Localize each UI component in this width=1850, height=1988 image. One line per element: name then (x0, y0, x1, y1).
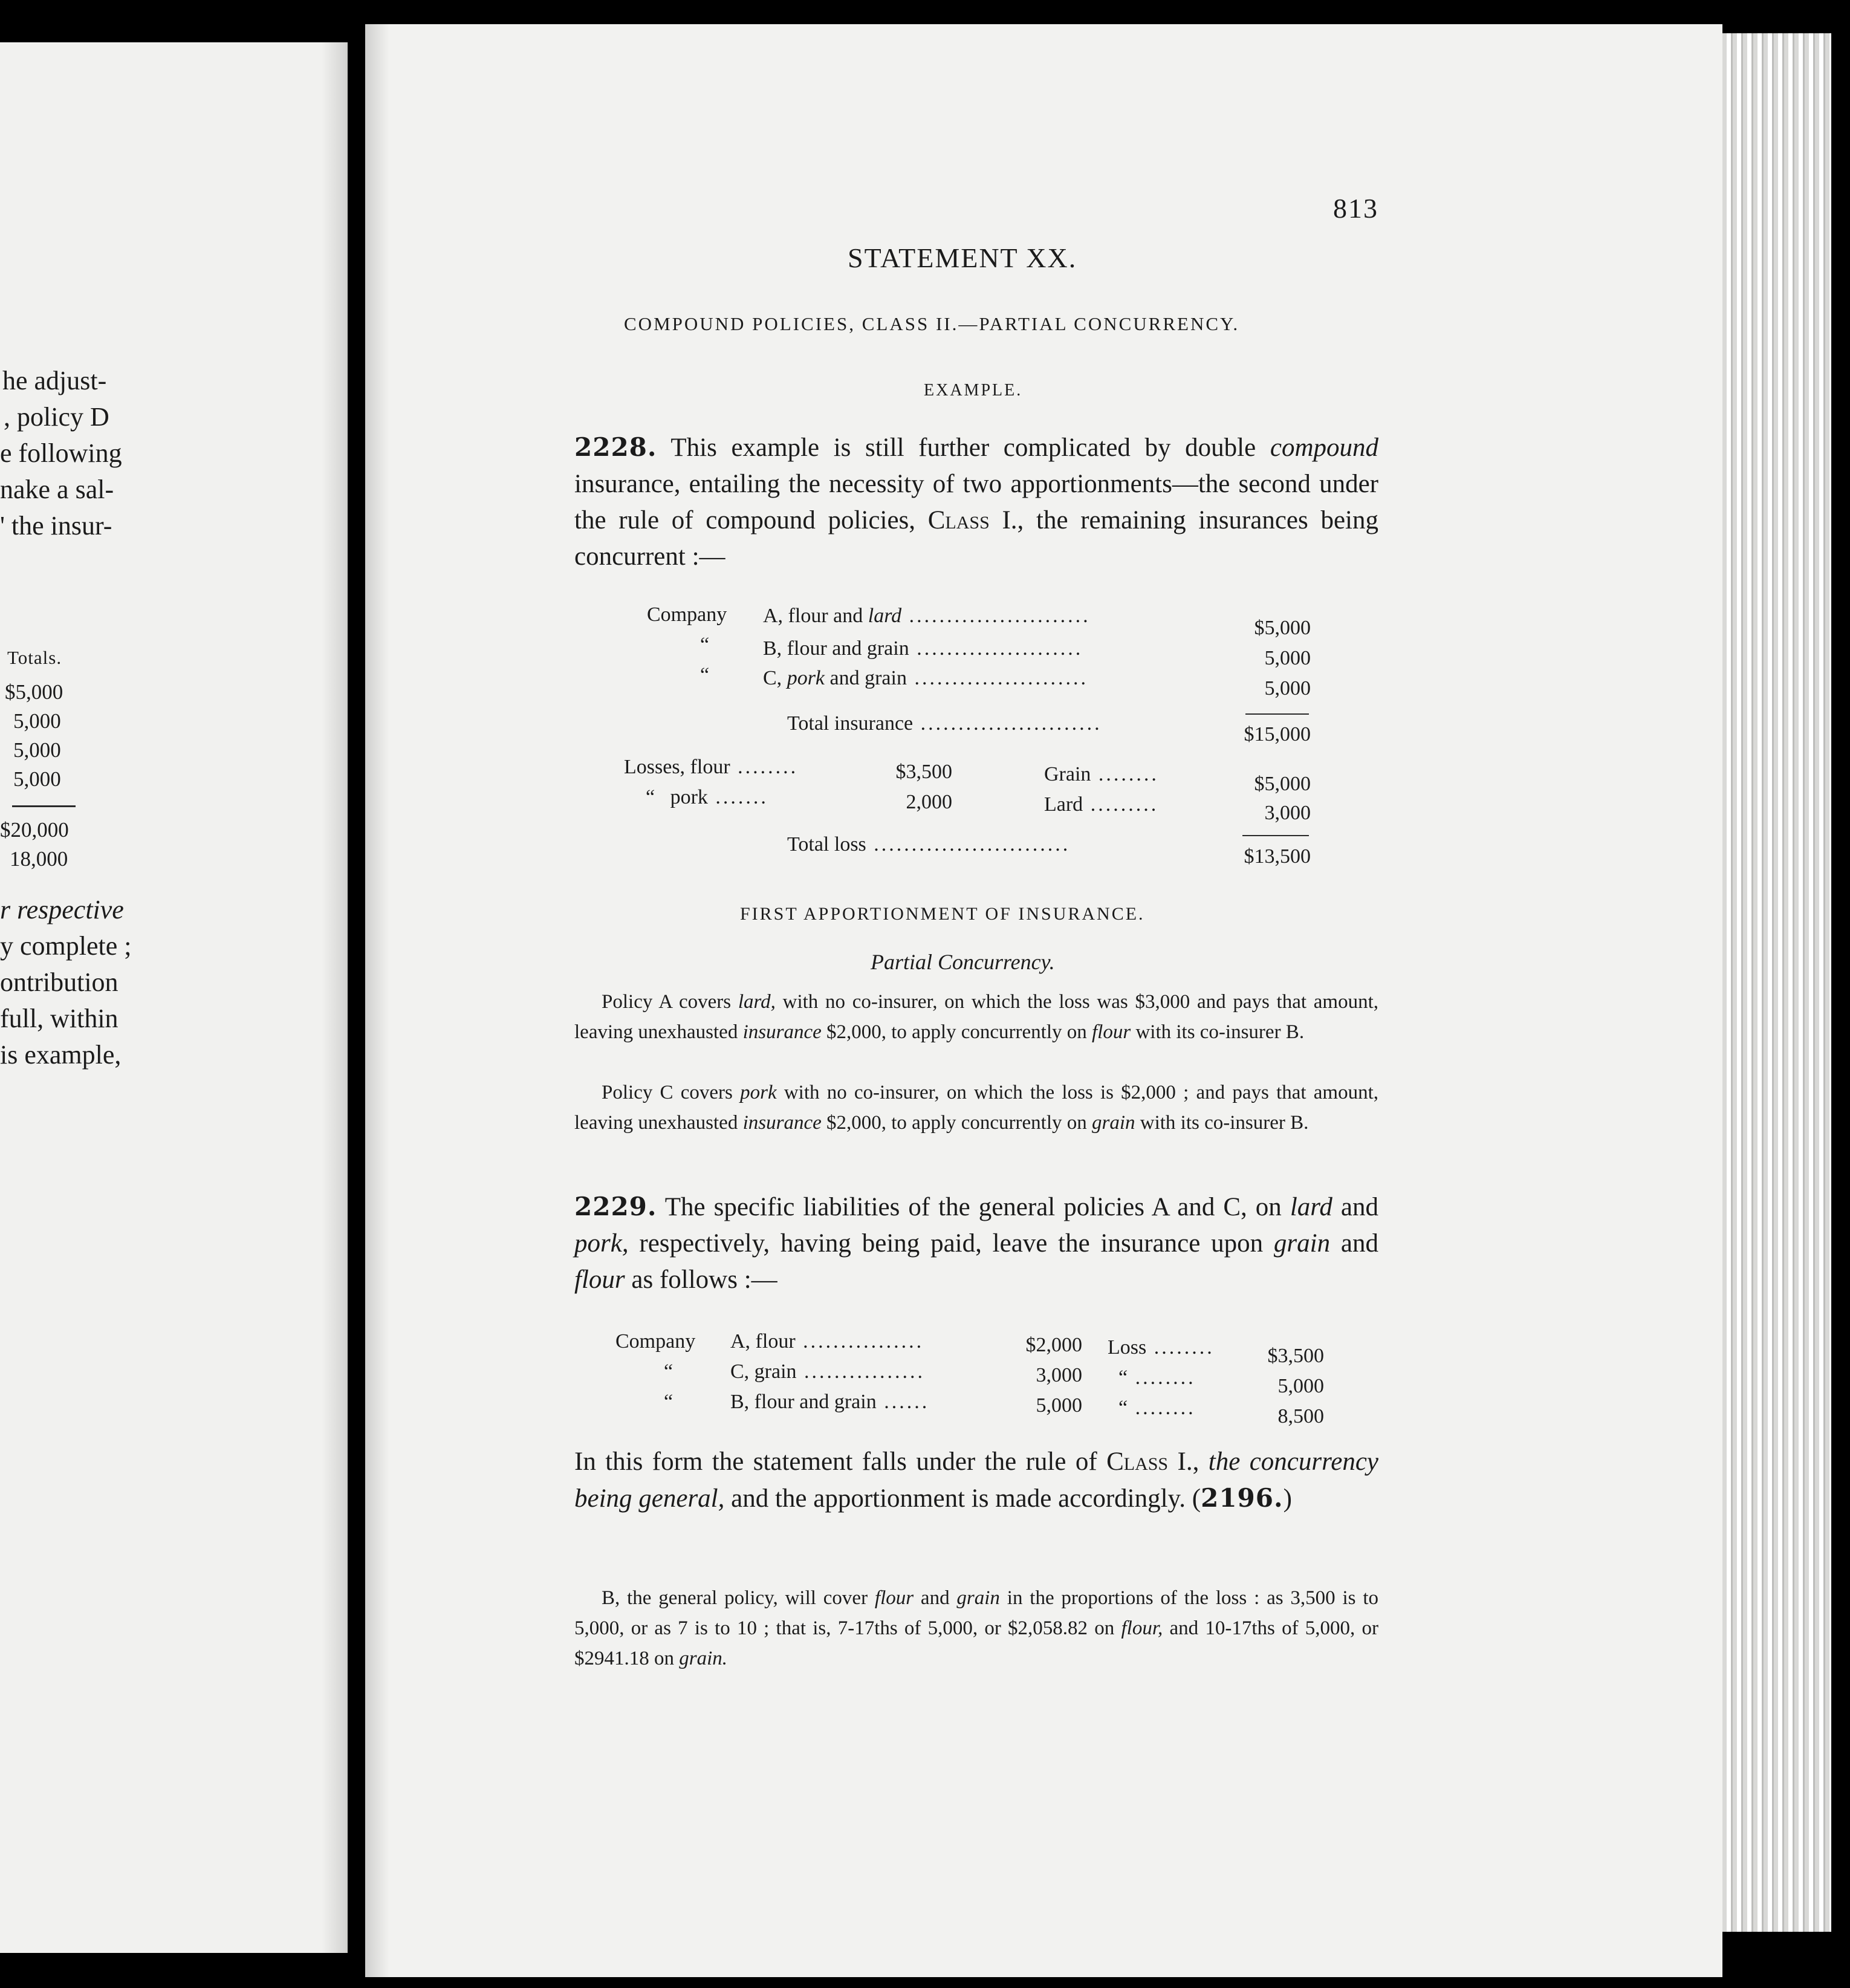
left-text-line: y complete ; (0, 931, 132, 961)
loss-row-value: 3,000 (1264, 802, 1311, 824)
loss-row-label: Losses, flour ........ (624, 756, 799, 778)
totals-value: $5,000 (5, 680, 63, 704)
ditto-mark: “ (700, 634, 710, 656)
total-insurance-label: Total insurance ........................ (787, 712, 1102, 735)
totals-sum: $20,000 (0, 818, 69, 842)
page-edges (1722, 33, 1831, 1932)
insurance-row-label: A, flour and lard ........................ (763, 605, 1091, 627)
remaining-loss-label: “ ........ (1118, 1397, 1196, 1419)
insurance-total-rule (1245, 713, 1309, 715)
totals-value: 5,000 (13, 767, 61, 791)
insurance-row-value: $5,000 (1254, 617, 1311, 639)
loss-row-value: $3,500 (895, 761, 952, 783)
loss-row-label: Grain ........ (1044, 763, 1159, 785)
loss-row-label: Lard ......... (1044, 793, 1159, 816)
totals-value: 5,000 (13, 709, 61, 733)
total-insurance-value: $15,000 (1244, 723, 1311, 746)
left-page (0, 42, 348, 1953)
insurance-row-value: 5,000 (1264, 647, 1311, 669)
left-text-line: is example, (0, 1040, 122, 1070)
insurance-row-value: 5,000 (1264, 677, 1311, 700)
totals-value: 5,000 (13, 738, 61, 762)
insurance-row-label: B, flour and grain ...................... (763, 637, 1083, 660)
left-text-line: full, within (0, 1004, 118, 1033)
total-loss-value: $13,500 (1244, 845, 1311, 868)
paragraph-2228: 2228. This example is still further complicated by double compound insurance, entailing the necessity of two apportionments—the second under the rule of compound policies, Class I., the remaining insurances being concurrent :— (574, 432, 1378, 571)
left-text-line: r respective (0, 895, 124, 924)
statement-title: STATEMENT XX. (848, 242, 1077, 273)
loss-row-value: 2,000 (906, 791, 952, 813)
remaining-loss-value: $3,500 (1267, 1345, 1324, 1367)
total-loss-label: Total loss .......................... (787, 833, 1071, 856)
remaining-row-label: A, flour ................ (730, 1330, 924, 1353)
section-number: 2228. (574, 432, 657, 462)
ditto-mark: “ (664, 1391, 673, 1413)
totals-loss: 18,000 (10, 847, 68, 871)
remaining-row-label: B, flour and grain ...... (730, 1391, 930, 1413)
left-gutter-shadow (322, 42, 346, 1953)
remaining-row-label: C, grain ................ (730, 1360, 926, 1383)
left-text-line: he adjust- (2, 366, 107, 395)
page-number: 813 (1333, 193, 1378, 224)
loss-row-value: $5,000 (1254, 773, 1311, 795)
partial-concurrency-heading: Partial Concurrency. (871, 950, 1055, 974)
paragraph-2229: 2229. The specific liabilities of the general policies A and C, on lard and pork, respectively, having being paid, leave the insurance upon grain and flour as follows :— (574, 1192, 1379, 1294)
section-number: 2229. (574, 1192, 657, 1221)
remaining-loss-value: 5,000 (1277, 1375, 1324, 1397)
section-subtitle: COMPOUND POLICIES, CLASS II.—PARTIAL CONCURRENCY. (624, 313, 1240, 334)
remaining-loss-label: “ ........ (1118, 1366, 1196, 1389)
example-label: EXAMPLE. (924, 381, 1023, 400)
company-label: Company (647, 603, 727, 626)
left-text-line: nake a sal- (0, 475, 114, 504)
remaining-loss-label: Loss ........ (1108, 1336, 1215, 1359)
loss-row-label: “ pork ....... (646, 786, 768, 808)
note-policy-a: Policy A covers lard, with no co-insurer, on which the loss was $3,000 and pays that amount, leaving unexhausted insurance $2,000, to apply concurrently on flour with its co-insurer B. (574, 991, 1378, 1043)
loss-total-rule (1242, 835, 1309, 836)
left-text-line: , policy D (4, 402, 109, 432)
first-apportionment-heading: FIRST APPORTIONMENT OF INSURANCE. (740, 904, 1145, 924)
right-gutter-shadow (365, 24, 389, 1977)
remaining-row-value: 5,000 (1036, 1394, 1082, 1417)
paragraph-class-one: In this form the statement falls under the rule of Class I., the concurrency being general, and the apportionment is made accordingly. (2196.) (574, 1447, 1378, 1513)
remaining-row-value: 3,000 (1036, 1364, 1082, 1386)
remaining-loss-value: 8,500 (1277, 1405, 1324, 1428)
note-policy-c: Policy C covers pork with no co-insurer, on which the loss is $2,000 ; and pays that amount, leaving unexhausted insurance $2,000, to apply concurrently on grain with its co-insurer B. (574, 1082, 1378, 1134)
left-text-line: e following (0, 438, 122, 468)
company-label: Company (615, 1330, 696, 1353)
ditto-mark: “ (664, 1360, 673, 1383)
ditto-mark: “ (700, 664, 710, 686)
left-text-line: ontribution (0, 967, 118, 997)
totals-header: Totals. (7, 647, 62, 668)
remaining-row-value: $2,000 (1025, 1334, 1082, 1356)
note-policy-b: B, the general policy, will cover flour and grain in the proportions of the loss : as 3,500 is to 5,000, or as 7 is to 10 ; that is, 7-17ths of 5,000, or $2,058.82 on flour, and 10-17ths of 5,000, or $2941.18 on grain. (574, 1587, 1379, 1669)
insurance-row-label: C, pork and grain ....................... (763, 667, 1088, 689)
section-reference: 2196. (1201, 1483, 1284, 1513)
left-text-line: ' the insur- (0, 511, 112, 541)
totals-rule (12, 805, 76, 807)
